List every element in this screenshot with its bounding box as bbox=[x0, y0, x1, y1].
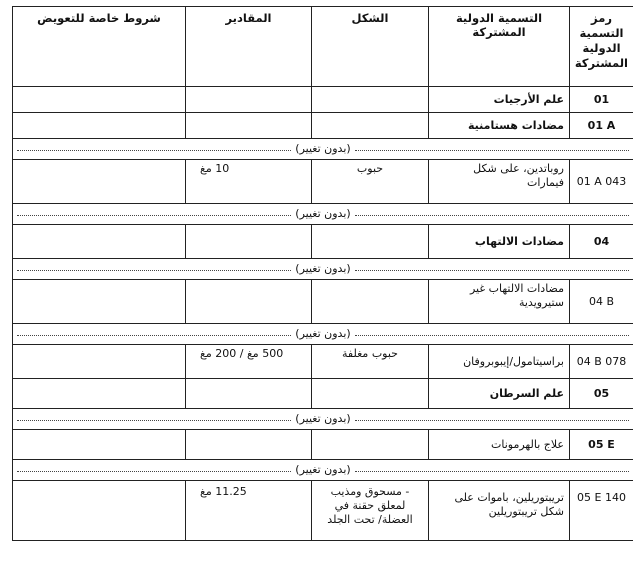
table-row bbox=[13, 481, 633, 541]
conditions-cell bbox=[13, 345, 186, 379]
table-row bbox=[13, 430, 633, 460]
no-change-row bbox=[13, 324, 633, 345]
dci-cell: روباتدين، على شكل فيمارات bbox=[429, 160, 570, 204]
code-text: 04 B bbox=[588, 294, 615, 308]
form-cell bbox=[312, 225, 429, 259]
table-row bbox=[13, 379, 633, 409]
dose-cell bbox=[186, 280, 312, 324]
code-cell: 05 bbox=[570, 379, 633, 409]
code-text: 04 B 078 bbox=[576, 354, 627, 368]
no-change-text: (بدون تغيير) bbox=[295, 142, 351, 155]
form-cell bbox=[312, 379, 429, 409]
conditions-cell bbox=[13, 379, 186, 409]
no-change-row bbox=[13, 259, 633, 280]
code-text: 01 A bbox=[587, 118, 616, 132]
no-change-row bbox=[13, 409, 633, 430]
no-change-text: (بدون تغيير) bbox=[295, 262, 351, 275]
dose-text: 500 مغ / 200 مغ bbox=[200, 347, 284, 360]
dose-cell bbox=[186, 113, 312, 139]
form-cell: حبوب bbox=[312, 160, 429, 204]
dci-cell: تريبتوريلين، باموات على شكل تريبتوريلين bbox=[429, 481, 570, 541]
form-cell bbox=[312, 280, 429, 324]
no-change-row bbox=[13, 204, 633, 225]
dose-cell bbox=[186, 379, 312, 409]
header-form: الشكل bbox=[312, 7, 429, 87]
no-change-line bbox=[17, 412, 629, 426]
header-conditions: شروط خاصة للتعويض bbox=[13, 7, 186, 87]
code-cell bbox=[570, 430, 633, 460]
conditions-cell bbox=[13, 430, 186, 460]
table-row bbox=[13, 160, 633, 204]
dci-cell: مضادات الالتهاب غير ستيرويدية bbox=[429, 280, 570, 324]
form-cell: حبوب مغلفة bbox=[312, 345, 429, 379]
no-change-text: (بدون تغيير) bbox=[295, 412, 351, 425]
conditions-cell bbox=[13, 113, 186, 139]
dose-cell: 11.25 مغ bbox=[186, 481, 312, 541]
header-dose: المقادير bbox=[186, 7, 312, 87]
dose-cell bbox=[186, 225, 312, 259]
code-cell bbox=[570, 160, 633, 204]
code-cell: 01 bbox=[570, 87, 633, 113]
conditions-cell bbox=[13, 280, 186, 324]
dci-cell: علم السرطان bbox=[429, 379, 570, 409]
dose-cell bbox=[186, 430, 312, 460]
dose-cell: 10 مغ bbox=[186, 160, 312, 204]
code-cell bbox=[570, 481, 633, 541]
dci-cell: مضادات الالتهاب bbox=[429, 225, 570, 259]
header-code: رمز التسمية الدولية المشتركة bbox=[570, 7, 633, 87]
no-change-text: (بدون تغيير) bbox=[295, 327, 351, 340]
no-change-row bbox=[13, 460, 633, 481]
no-change-row bbox=[13, 139, 633, 160]
no-change-text: (بدون تغيير) bbox=[295, 463, 351, 476]
no-change-line bbox=[17, 142, 629, 156]
code-text: 01 A 043 bbox=[576, 174, 627, 188]
no-change-line bbox=[17, 463, 629, 477]
code-text: 05 E bbox=[588, 437, 615, 451]
table-row bbox=[13, 345, 633, 379]
header-dci: التسمية الدولية المشتركة bbox=[429, 7, 570, 87]
code-text: 05 E 140 bbox=[577, 491, 626, 504]
conditions-cell bbox=[13, 87, 186, 113]
dose-cell bbox=[186, 345, 312, 379]
table-row bbox=[13, 280, 633, 324]
code-cell bbox=[570, 345, 633, 379]
code-cell bbox=[570, 280, 633, 324]
document-sheet bbox=[12, 6, 633, 569]
dci-cell: مضادات هستامنية bbox=[429, 113, 570, 139]
table-row bbox=[13, 113, 633, 139]
table-row bbox=[13, 225, 633, 259]
no-change-text: (بدون تغيير) bbox=[295, 207, 351, 220]
no-change-line bbox=[17, 262, 629, 276]
table-row bbox=[13, 87, 633, 113]
form-cell bbox=[312, 113, 429, 139]
code-cell: 04 bbox=[570, 225, 633, 259]
no-change-line bbox=[17, 327, 629, 341]
header-row bbox=[13, 7, 633, 87]
dci-cell: براسيتامول/إيبوبروفان bbox=[429, 345, 570, 379]
conditions-cell bbox=[13, 225, 186, 259]
conditions-cell bbox=[13, 481, 186, 541]
conditions-cell bbox=[13, 160, 186, 204]
form-cell bbox=[312, 87, 429, 113]
form-cell: - مسحوق ومذيب لمعلق حقنة في العضلة/ تحت الجلد bbox=[312, 481, 429, 541]
dose-cell bbox=[186, 87, 312, 113]
form-cell bbox=[312, 430, 429, 460]
dci-cell: علاج بالهرمونات bbox=[429, 430, 570, 460]
code-cell bbox=[570, 113, 633, 139]
reimbursement-table bbox=[12, 6, 633, 541]
dci-cell: علم الأرجيات bbox=[429, 87, 570, 113]
no-change-line bbox=[17, 207, 629, 221]
